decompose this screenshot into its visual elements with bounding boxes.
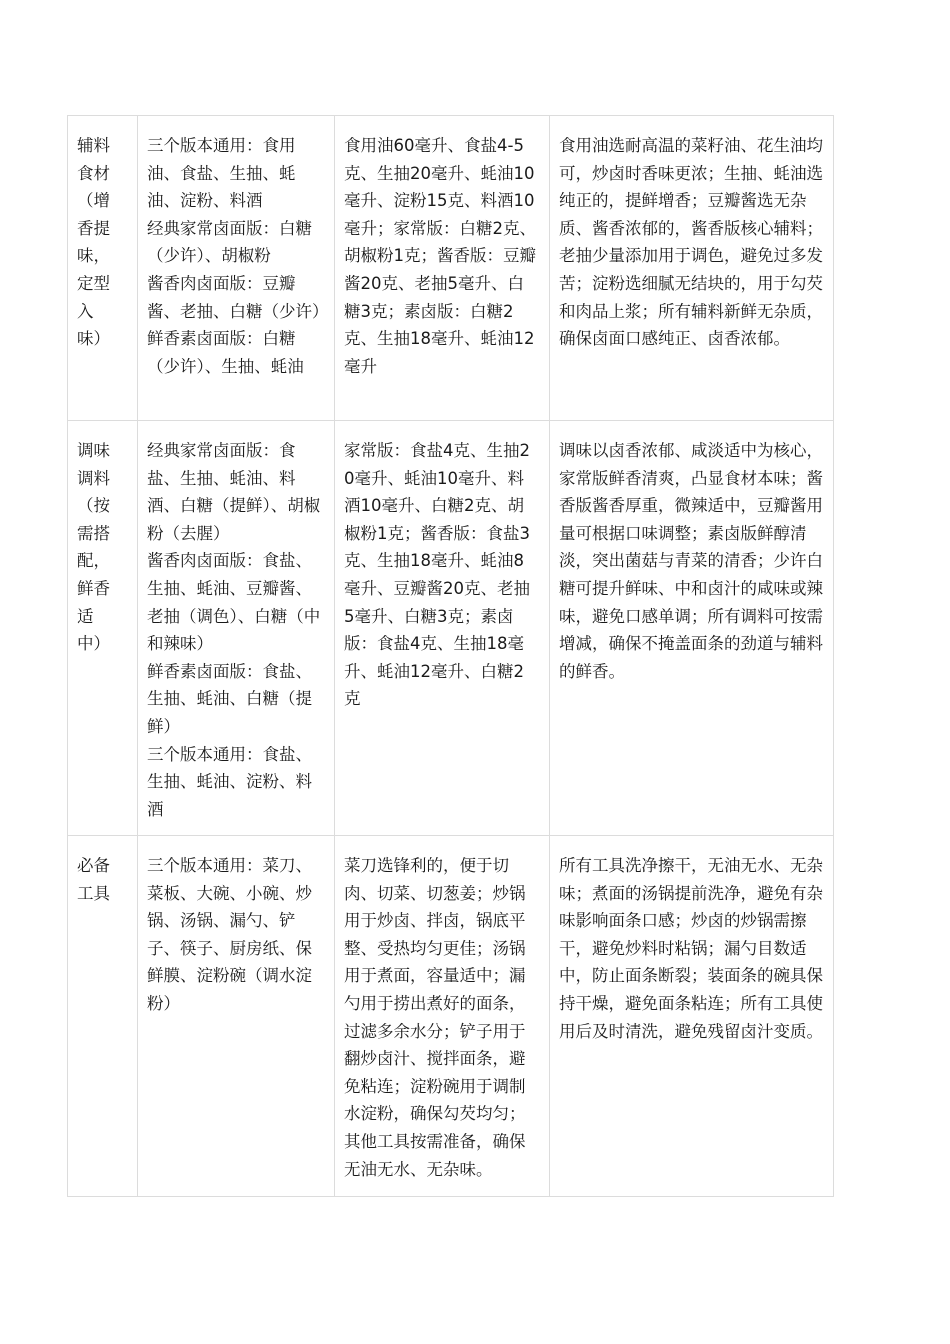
category-line: 需搭	[77, 523, 110, 543]
category-line: 适	[77, 606, 94, 626]
category-line: 必备	[77, 856, 110, 875]
items-paragraph: 经典家常卤面版：白糖（少许）、胡椒粉	[147, 218, 312, 266]
category-line: 食材	[77, 163, 110, 183]
notes-cell: 所有工具洗净擦干，无油无水、无杂味；煮面的汤锅提前洗净，避免有杂味影响面条口感；炒卤的炒锅需擦干，避免炒料时粘锅；漏勺目数适中，防止面条断裂；装面条的碗具保持干燥，避免面条粘连；所有工具使用后及时清洗，避免残留卤汁变质。	[550, 836, 834, 1197]
items-cell	[138, 116, 335, 421]
table-row	[68, 421, 834, 836]
category-line: 鲜香	[77, 578, 110, 598]
items-paragraph: 三个版本通用：菜刀、菜板、大碗、小碗、炒锅、汤锅、漏勺、铲子、筷子、厨房纸、保鲜膜、淀粉碗（调水淀粉）	[147, 856, 312, 1013]
category-line: 味，	[77, 246, 110, 266]
category-line: 定型	[77, 273, 110, 293]
table-row	[68, 836, 834, 1197]
category-line: （按	[77, 496, 110, 516]
category-line: 香提	[77, 218, 110, 238]
items-cell	[138, 421, 335, 836]
notes-cell: 调味以卤香浓郁、咸淡适中为核心，家常版鲜香清爽，凸显食材本味；酱香版酱香厚重，微辣适中，豆瓣酱用量可根据口味调整；素卤版鲜醇清淡，突出菌菇与青菜的清香；少许白糖可提升鲜味、中和卤汁的咸味或辣味，避免口感单调；所有调料可按需增减，确保不掩盖面条的劲道与辅料的鲜香。	[550, 421, 834, 836]
items-paragraph: 三个版本通用：食盐、生抽、蚝油、淀粉、料酒	[147, 744, 312, 819]
amounts-cell: 家常版：食盐4克、生抽20毫升、蚝油10毫升、料酒10毫升、白糖2克、胡椒粉1克；酱香版：食盐3克、生抽18毫升、蚝油8毫升、豆瓣酱20克、老抽5毫升、白糖3克；素卤版：食盐4克、生抽18毫升、蚝油12毫升、白糖2克	[335, 421, 550, 836]
table-row	[68, 116, 834, 421]
category-cell	[68, 116, 138, 421]
items-paragraph: 鲜香素卤面版：白糖（少许）、生抽、蚝油	[147, 329, 304, 376]
category-line: 味）	[77, 329, 110, 349]
category-line: 配，	[77, 551, 110, 571]
items-paragraph: 经典家常卤面版：食盐、生抽、蚝油、料酒、白糖（提鲜）、胡椒粉（去腥）	[147, 441, 321, 543]
category-cell	[68, 421, 138, 836]
amounts-cell: 食用油60毫升、食盐4-5克、生抽20毫升、蚝油10毫升、淀粉15克、料酒10毫升；家常版：白糖2克、胡椒粉1克；酱香版：豆瓣酱20克、老抽5毫升、白糖3克；素卤版：白糖2克、生抽18毫升、蚝油12毫升	[335, 116, 550, 421]
category-line: （增	[77, 191, 110, 211]
items-paragraph: 酱香肉卤面版：食盐、生抽、蚝油、豆瓣酱、老抽（调色）、白糖（中和辣味）	[147, 551, 321, 654]
category-line: 中）	[77, 634, 110, 654]
items-cell	[138, 836, 335, 1197]
notes-cell: 食用油选耐高温的菜籽油、花生油均可，炒卤时香味更浓；生抽、蚝油选纯正的，提鲜增香；豆瓣酱选无杂质、酱香浓郁的，酱香版核心辅料；老抽少量添加用于调色，避免过多发苦；淀粉选细腻无结块的，用于勾芡和肉品上浆；所有辅料新鲜无杂质，确保卤面口感纯正、卤香浓郁。	[550, 116, 834, 421]
amounts-cell: 菜刀选锋利的，便于切肉、切菜、切葱姜；炒锅用于炒卤、拌卤，锅底平整、受热均匀更佳；汤锅用于煮面，容量适中；漏勺用于捞出煮好的面条，过滤多余水分；铲子用于翻炒卤汁、搅拌面条，避免粘连；淀粉碗用于调制水淀粉，确保勾芡均匀；其他工具按需准备，确保无油无水、无杂味。	[335, 836, 550, 1197]
category-line: 调料	[77, 468, 110, 488]
items-paragraph: 三个版本通用：食用油、食盐、生抽、蚝油、淀粉、料酒	[147, 136, 296, 211]
items-paragraph: 酱香肉卤面版：豆瓣酱、老抽、白糖（少许）	[147, 273, 329, 321]
items-paragraph: 鲜香素卤面版：食盐、生抽、蚝油、白糖（提鲜）	[147, 661, 312, 736]
category-line: 辅料	[77, 136, 110, 155]
category-cell	[68, 836, 138, 1197]
category-line: 调味	[77, 441, 110, 460]
category-line: 工具	[77, 883, 110, 903]
ingredients-table	[67, 115, 834, 1197]
category-line: 入	[77, 301, 94, 321]
